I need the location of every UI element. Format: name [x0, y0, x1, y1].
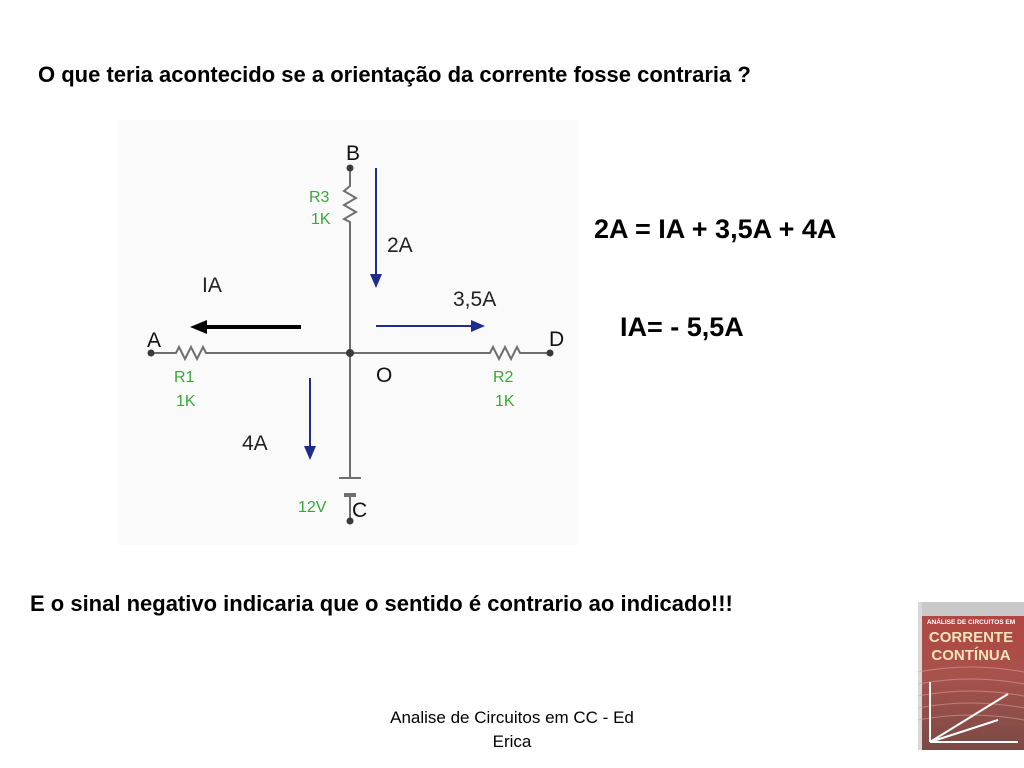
resistor-r1-name: R1	[174, 369, 195, 386]
book-spine-edge	[918, 602, 922, 750]
slide-title: O que teria acontecido se a orientação da corrente fosse contraria ?	[38, 62, 751, 87]
current-label-o-to-c: 4A	[242, 432, 268, 455]
resistor-r2-value: 1K	[495, 393, 515, 410]
kirchhoff-equation: 2A = IA + 3,5A + 4A	[594, 214, 837, 244]
footer-line-2: Erica	[492, 732, 532, 751]
resistor-r3-value: 1K	[311, 211, 331, 228]
current-label-ia: IA	[202, 274, 222, 297]
node-label-b: B	[346, 142, 361, 165]
resistor-r2-name: R2	[493, 369, 514, 386]
node-label-c: C	[352, 499, 368, 522]
resistor-r3-name: R3	[309, 189, 330, 206]
node-label-o: O	[376, 364, 393, 387]
book-cover-image	[918, 602, 1024, 750]
node-label-a: A	[147, 329, 162, 352]
source-value-label: 12V	[298, 499, 327, 516]
current-label-o-to-d: 3,5A	[453, 288, 497, 311]
ia-result: IA= - 5,5A	[620, 312, 744, 342]
conclusion-text: E o sinal negativo indicaria que o sentido é contrario ao indicado!!!	[30, 591, 733, 616]
book-title-line-2: CONTÍNUA	[931, 647, 1011, 664]
book-top-band	[918, 602, 1024, 616]
circuit-diagram	[118, 120, 578, 545]
footer-caption	[352, 706, 672, 754]
diagram-background	[118, 120, 578, 545]
node-dot-o	[346, 349, 354, 357]
resistor-r1-value: 1K	[176, 393, 196, 410]
book-title-line-1: CORRENTE	[928, 629, 1014, 646]
book-subtitle: ANÁLISE DE CIRCUITOS EM	[926, 619, 1016, 626]
node-dot-b	[347, 165, 354, 172]
footer-line-1: Analise de Circuitos em CC - Ed	[390, 708, 634, 727]
node-label-d: D	[549, 328, 565, 351]
current-label-b-to-o: 2A	[387, 234, 413, 257]
